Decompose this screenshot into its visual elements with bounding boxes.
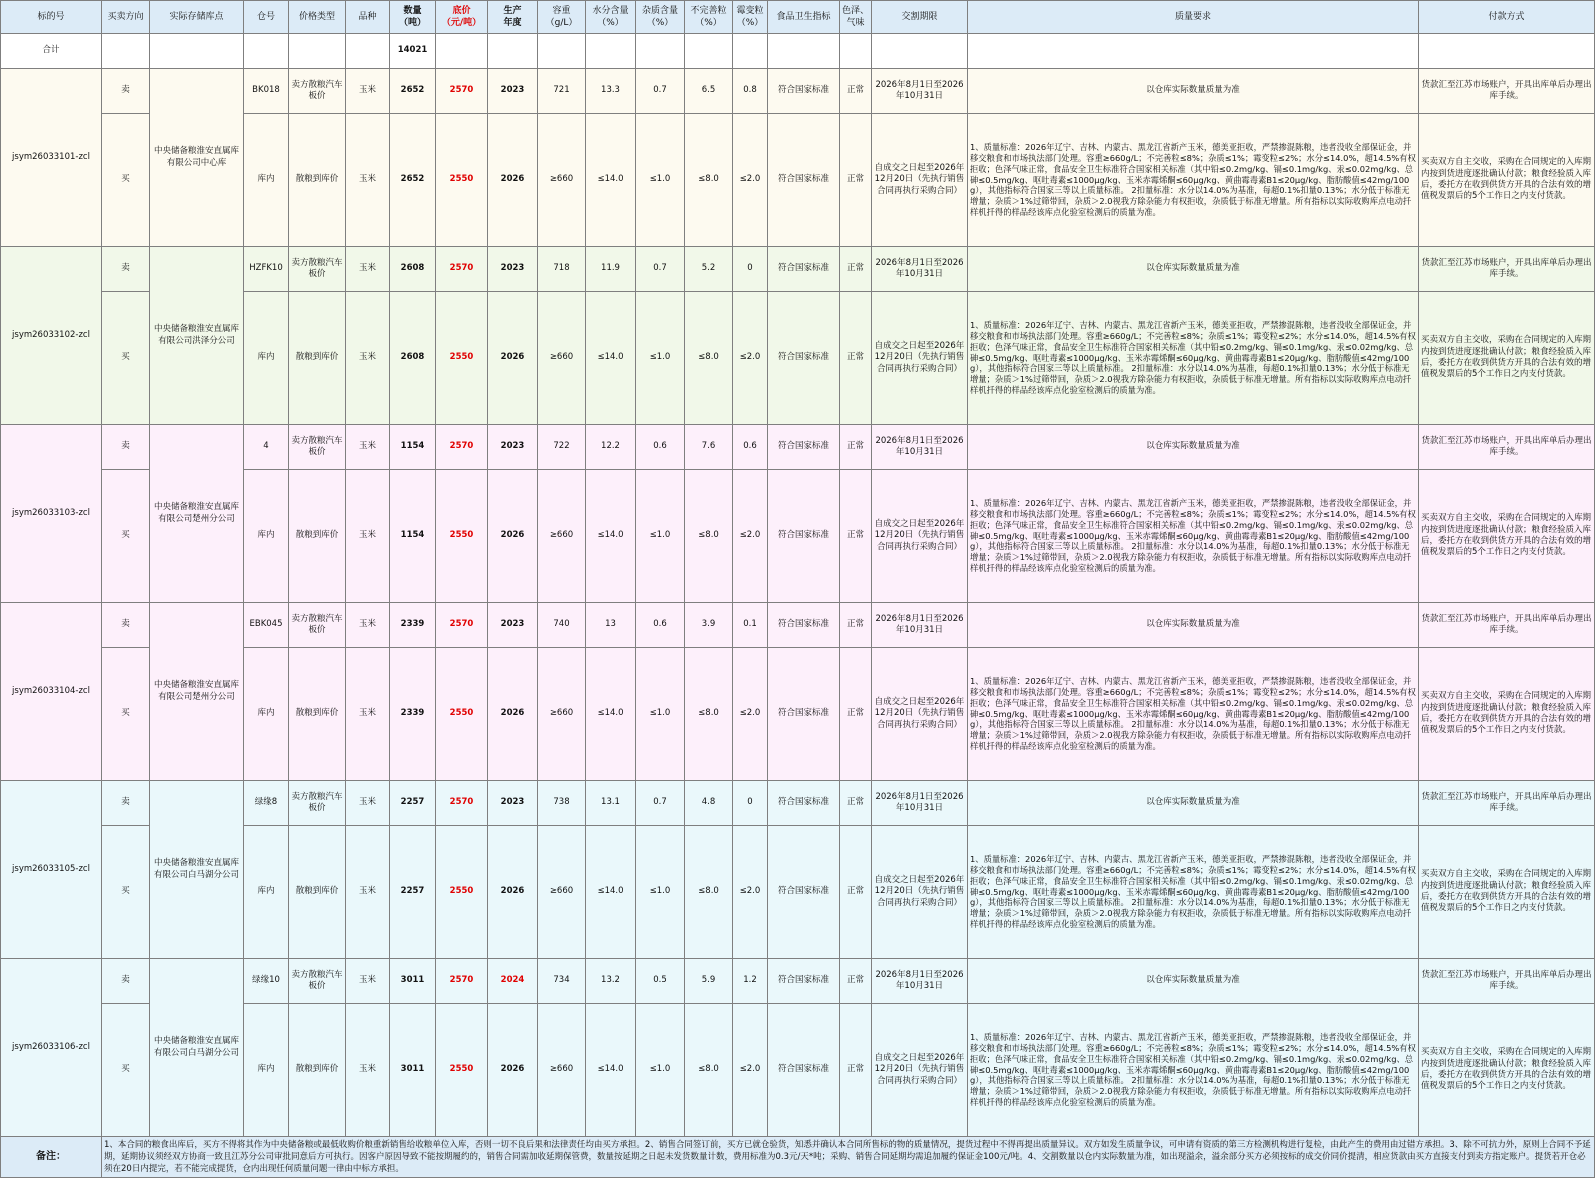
- warehouse-number: 绿缘10: [244, 959, 289, 1004]
- price-type: 卖方散粮汽车板价: [289, 781, 346, 826]
- floor-price: 2550: [436, 292, 488, 425]
- hygiene-standard: 符合国家标准: [768, 826, 840, 959]
- col-header-mildew-line1: 霉变粒: [736, 5, 764, 16]
- delivery-period: 2026年8月1日至2026年10月31日: [872, 69, 968, 114]
- density: 740: [538, 603, 586, 648]
- warehouse-number: 库内: [244, 292, 289, 425]
- payment-method: 货款汇至江苏市场账户，开具出库单后办理出库手续。: [1419, 425, 1595, 470]
- col-header-color-line1: 色泽、: [842, 5, 870, 16]
- quantity: 2652: [390, 114, 436, 247]
- price-type: 卖方散粮汽车板价: [289, 603, 346, 648]
- direction-buy: 买: [102, 114, 150, 247]
- color-odor: 正常: [840, 247, 872, 292]
- color-odor: 正常: [840, 603, 872, 648]
- col-header-price: [436, 1, 488, 34]
- mildew-kernels: 0.1: [733, 603, 768, 648]
- imperfect-kernels: ≤8.0: [685, 470, 733, 603]
- payment-method: 买卖双方自主交收，采购在合同规定的入库期内按到货进度逐批确认付款；粮食经验质入库后，委托方在收到供货方开具的合法有效的增值税发票后的5个工作日之内支付货款。: [1419, 648, 1595, 781]
- floor-price: 2550: [436, 470, 488, 603]
- delivery-period: 自成交之日起至2026年12月20日（先执行销售合同再执行采购合同）: [872, 114, 968, 247]
- impurity: ≤1.0: [636, 292, 685, 425]
- impurity: ≤1.0: [636, 648, 685, 781]
- production-year: 2023: [488, 781, 538, 826]
- mildew-kernels: 0: [733, 781, 768, 826]
- direction-buy: 买: [102, 648, 150, 781]
- lot-number: jsym26033102-zcl: [1, 247, 102, 425]
- density: ≥660: [538, 648, 586, 781]
- variety: 玉米: [346, 470, 390, 603]
- production-year: 2026: [488, 114, 538, 247]
- warehouse-number: BK018: [244, 69, 289, 114]
- col-header-delivery: 交割期限: [872, 1, 968, 34]
- col-header-variety: 品种: [346, 1, 390, 34]
- delivery-period: 2026年8月1日至2026年10月31日: [872, 781, 968, 826]
- hygiene-standard: 符合国家标准: [768, 781, 840, 826]
- delivery-period: 自成交之日起至2026年12月20日（先执行销售合同再执行采购合同）: [872, 826, 968, 959]
- color-odor: 正常: [840, 959, 872, 1004]
- moisture: 11.9: [586, 247, 636, 292]
- quality-requirement: 1、质量标准：2026年辽宁、吉林、内蒙古、黑龙江省新产玉米，德美亚拒收，严禁掺混陈粮，违者没收全部保证金，并移交粮食和市场执法部门处理。容重≥660g/L；不完善粒≤8%；杂质≤1%；霉变粒≤2%；水分≤14.0%，超14.5%有权拒收；色泽气味正常，食品安全卫生标准符合国家相关标准（其中铅≤0.2mg/kg、镉≤0.1mg/kg、汞≤0.02mg/kg、总砷≤0.5mg/kg、呕吐毒素≤1000μg/kg、玉米赤霉烯酮≤60μg/kg、黄曲霉毒素B1≤20μg/kg、脂肪酸值≤42mg/100g），其他指标符合国家三等以上质量标准。 2扣量标准：水分以14.0%为基准，每超0.1%扣量0.13%；水分低于标准无增量；杂质＞1%过筛带回，杂质＞2.0视我方除杂能力有权拒收，杂质低于标准无增量。所有指标以实际收购库点电动扦样机扦得的样品经该库点化验室检测后的质量为准。: [968, 114, 1419, 247]
- payment-method: 货款汇至江苏市场账户，开具出库单后办理出库手续。: [1419, 781, 1595, 826]
- warehouse-number: 库内: [244, 1004, 289, 1137]
- col-header-moisture: [586, 1, 636, 34]
- production-year: 2023: [488, 247, 538, 292]
- col-header-mildew: [733, 1, 768, 34]
- variety: 玉米: [346, 425, 390, 470]
- col-header-year-line1: 生产: [503, 5, 522, 16]
- production-year: 2026: [488, 470, 538, 603]
- warehouse-number: EBK045: [244, 603, 289, 648]
- quantity: 1154: [390, 425, 436, 470]
- quality-requirement: 以仓库实际数量质量为准: [968, 69, 1419, 114]
- mildew-kernels: 0: [733, 247, 768, 292]
- delivery-period: 自成交之日起至2026年12月20日（先执行销售合同再执行采购合同）: [872, 1004, 968, 1137]
- quantity: 2257: [390, 826, 436, 959]
- direction-sell: 卖: [102, 425, 150, 470]
- variety: 玉米: [346, 114, 390, 247]
- quantity: 2608: [390, 292, 436, 425]
- quality-requirement: 以仓库实际数量质量为准: [968, 959, 1419, 1004]
- payment-method: 货款汇至江苏市场账户，开具出库单后办理出库手续。: [1419, 247, 1595, 292]
- floor-price: 2570: [436, 959, 488, 1004]
- production-year: 2023: [488, 425, 538, 470]
- warehouse-number: 库内: [244, 648, 289, 781]
- lot-number: jsym26033103-zcl: [1, 425, 102, 603]
- payment-method: 买卖双方自主交收，采购在合同规定的入库期内按到货进度逐批确认付款；粮食经验质入库后，委托方在收到供货方开具的合法有效的增值税发票后的5个工作日之内支付货款。: [1419, 292, 1595, 425]
- imperfect-kernels: ≤8.0: [685, 292, 733, 425]
- color-odor: 正常: [840, 781, 872, 826]
- price-type: 卖方散粮汽车板价: [289, 959, 346, 1004]
- imperfect-kernels: ≤8.0: [685, 114, 733, 247]
- warehouse-number: 绿缘8: [244, 781, 289, 826]
- quantity: 2608: [390, 247, 436, 292]
- payment-method: 货款汇至江苏市场账户，开具出库单后办理出库手续。: [1419, 603, 1595, 648]
- color-odor: 正常: [840, 292, 872, 425]
- floor-price: 2550: [436, 648, 488, 781]
- moisture: 13: [586, 603, 636, 648]
- col-header-imperfect-line1: 不完善粒: [690, 5, 727, 16]
- price-type: 散粮到库价: [289, 292, 346, 425]
- imperfect-kernels: 5.9: [685, 959, 733, 1004]
- hygiene-standard: 符合国家标准: [768, 959, 840, 1004]
- lot-sell-row: [1, 959, 1595, 1004]
- mildew-kernels: 0.8: [733, 69, 768, 114]
- price-type: 卖方散粮汽车板价: [289, 247, 346, 292]
- color-odor: 正常: [840, 114, 872, 247]
- floor-price: 2570: [436, 781, 488, 826]
- warehouse-number: 4: [244, 425, 289, 470]
- warehouse-number: 库内: [244, 826, 289, 959]
- density: ≥660: [538, 114, 586, 247]
- hygiene-standard: 符合国家标准: [768, 648, 840, 781]
- quantity: 2257: [390, 781, 436, 826]
- col-header-qty-line1: 数量: [403, 5, 422, 16]
- quantity: 3011: [390, 1004, 436, 1137]
- col-header-warehouse: 仓号: [244, 1, 289, 34]
- hygiene-standard: 符合国家标准: [768, 1004, 840, 1137]
- hygiene-standard: 符合国家标准: [768, 425, 840, 470]
- imperfect-kernels: ≤8.0: [685, 1004, 733, 1137]
- variety: 玉米: [346, 781, 390, 826]
- lot-sell-row: [1, 603, 1595, 648]
- production-year: 2023: [488, 603, 538, 648]
- notes-text: 1、本合同的粮食出库后，买方不得将其作为中央储备粮或最低收购价粮重新销售给收粮单位入库，否则一切不良后果和法律责任均由买方承担。2、销售合同签订前，买方已就仓验货，知悉并确认本合同所售标的物的质量情况，提货过程中不得再提出质量异议。双方如发生质量争议，可申请有资质的第三方检测机构进行复检，由此产生的费用由过错方承担。3、除不可抗力外，原则上合同不予延期，延期协议须经双方协商一致且江苏分公司审批同意后方可执行。因客户原因导致不能按期履约的，销售合同需加收延期保管费，数量按延期之日起未发货数量计数，费用标准为0.3元/天*吨；采购、销售合同延期均需追加履约保证金100元/吨。4、交割数量以仓内实际数量为准，如出现溢余，溢余部分买方必须按标的成交价同价提清，相应货款由买方直接支付到卖方指定账户。提货若开仓必须在20日内提完，若不能完成提货，仓内出现任何质量问题一律由中标方承担。: [102, 1137, 1595, 1178]
- variety: 玉米: [346, 247, 390, 292]
- density: 738: [538, 781, 586, 826]
- payment-method: 货款汇至江苏市场账户，开具出库单后办理出库手续。: [1419, 69, 1595, 114]
- moisture: ≤14.0: [586, 470, 636, 603]
- direction-buy: 买: [102, 1004, 150, 1137]
- moisture: 13.1: [586, 781, 636, 826]
- price-type: 卖方散粮汽车板价: [289, 69, 346, 114]
- direction-buy: 买: [102, 826, 150, 959]
- col-header-color-line2: 气味: [846, 18, 865, 28]
- quality-requirement: 1、质量标准：2026年辽宁、吉林、内蒙古、黑龙江省新产玉米，德美亚拒收，严禁掺混陈粮，违者没收全部保证金，并移交粮食和市场执法部门处理。容重≥660g/L；不完善粒≤8%；杂质≤1%；霉变粒≤2%；水分≤14.0%，超14.5%有权拒收；色泽气味正常，食品安全卫生标准符合国家相关标准（其中铅≤0.2mg/kg、镉≤0.1mg/kg、汞≤0.02mg/kg、总砷≤0.5mg/kg、呕吐毒素≤1000μg/kg、玉米赤霉烯酮≤60μg/kg、黄曲霉毒素B1≤20μg/kg、脂肪酸值≤42mg/100g），其他指标符合国家三等以上质量标准。 2扣量标准：水分以14.0%为基准，每超0.1%扣量0.13%；水分低于标准无增量；杂质＞1%过筛带回，杂质＞2.0视我方除杂能力有权拒收，杂质低于标准无增量。所有指标以实际收购库点电动扦样机扦得的样品经该库点化验室检测后的质量为准。: [968, 648, 1419, 781]
- imperfect-kernels: ≤8.0: [685, 648, 733, 781]
- notes-row: [1, 1137, 1595, 1178]
- total-qty: 14021: [390, 34, 436, 69]
- moisture: ≤14.0: [586, 114, 636, 247]
- hygiene-standard: 符合国家标准: [768, 292, 840, 425]
- impurity: 0.7: [636, 781, 685, 826]
- price-type: 卖方散粮汽车板价: [289, 425, 346, 470]
- production-year: 2026: [488, 292, 538, 425]
- quantity: 2339: [390, 648, 436, 781]
- imperfect-kernels: 6.5: [685, 69, 733, 114]
- hygiene-standard: 符合国家标准: [768, 247, 840, 292]
- hygiene-standard: 符合国家标准: [768, 470, 840, 603]
- density: ≥660: [538, 292, 586, 425]
- col-header-qty: [390, 1, 436, 34]
- impurity: ≤1.0: [636, 114, 685, 247]
- mildew-kernels: ≤2.0: [733, 1004, 768, 1137]
- density: 734: [538, 959, 586, 1004]
- quality-requirement: 1、质量标准：2026年辽宁、吉林、内蒙古、黑龙江省新产玉米，德美亚拒收，严禁掺混陈粮，违者没收全部保证金，并移交粮食和市场执法部门处理。容重≥660g/L；不完善粒≤8%；杂质≤1%；霉变粒≤2%；水分≤14.0%，超14.5%有权拒收；色泽气味正常，食品安全卫生标准符合国家相关标准（其中铅≤0.2mg/kg、镉≤0.1mg/kg、汞≤0.02mg/kg、总砷≤0.5mg/kg、呕吐毒素≤1000μg/kg、玉米赤霉烯酮≤60μg/kg、黄曲霉毒素B1≤20μg/kg、脂肪酸值≤42mg/100g），其他指标符合国家三等以上质量标准。 2扣量标准：水分以14.0%为基准，每超0.1%扣量0.13%；水分低于标准无增量；杂质＞1%过筛带回，杂质＞2.0视我方除杂能力有权拒收，杂质低于标准无增量。所有指标以实际收购库点电动扦样机扦得的样品经该库点化验室检测后的质量为准。: [968, 470, 1419, 603]
- color-odor: 正常: [840, 69, 872, 114]
- col-header-qty-line2: （吨）: [398, 18, 426, 28]
- mildew-kernels: 0.6: [733, 425, 768, 470]
- col-header-lot-no: 标的号: [1, 1, 102, 34]
- hygiene-standard: 符合国家标准: [768, 114, 840, 247]
- col-header-moisture-line1: 水分含量: [592, 5, 629, 16]
- moisture: 13.3: [586, 69, 636, 114]
- delivery-period: 自成交之日起至2026年12月20日（先执行销售合同再执行采购合同）: [872, 648, 968, 781]
- col-header-density-line2: （g/L）: [545, 18, 578, 28]
- lot-number: jsym26033105-zcl: [1, 781, 102, 959]
- delivery-period: 自成交之日起至2026年12月20日（先执行销售合同再执行采购合同）: [872, 292, 968, 425]
- col-header-price-type: 价格类型: [289, 1, 346, 34]
- col-header-quality: 质量要求: [968, 1, 1419, 34]
- impurity: ≤1.0: [636, 470, 685, 603]
- price-type: 散粮到库价: [289, 114, 346, 247]
- lot-sell-row: [1, 69, 1595, 114]
- warehouse-number: 库内: [244, 114, 289, 247]
- payment-method: 买卖双方自主交收，采购在合同规定的入库期内按到货进度逐批确认付款；粮食经验质入库后，委托方在收到供货方开具的合法有效的增值税发票后的5个工作日之内支付货款。: [1419, 114, 1595, 247]
- hygiene-standard: 符合国家标准: [768, 69, 840, 114]
- lot-number: jsym26033106-zcl: [1, 959, 102, 1137]
- color-odor: 正常: [840, 1004, 872, 1137]
- direction-buy: 买: [102, 292, 150, 425]
- col-header-imperfect-line2: （%）: [695, 18, 722, 28]
- storage-depot: 中央储备粮淮安直属库有限公司洪泽分公司: [150, 247, 244, 425]
- hygiene-standard: 符合国家标准: [768, 603, 840, 648]
- floor-price: 2550: [436, 826, 488, 959]
- floor-price: 2550: [436, 1004, 488, 1137]
- density: 718: [538, 247, 586, 292]
- variety: 玉米: [346, 959, 390, 1004]
- impurity: ≤1.0: [636, 1004, 685, 1137]
- impurity: 0.7: [636, 69, 685, 114]
- direction-buy: 买: [102, 470, 150, 603]
- quality-requirement: 以仓库实际数量质量为准: [968, 247, 1419, 292]
- storage-depot: 中央储备粮淮安直属库有限公司白马湖分公司: [150, 781, 244, 959]
- variety: 玉米: [346, 648, 390, 781]
- col-header-density: [538, 1, 586, 34]
- density: ≥660: [538, 826, 586, 959]
- mildew-kernels: 1.2: [733, 959, 768, 1004]
- quality-requirement: 以仓库实际数量质量为准: [968, 425, 1419, 470]
- direction-sell: 卖: [102, 69, 150, 114]
- density: ≥660: [538, 1004, 586, 1137]
- delivery-period: 自成交之日起至2026年12月20日（先执行销售合同再执行采购合同）: [872, 470, 968, 603]
- col-header-impurity: [636, 1, 685, 34]
- col-header-payment: 付款方式: [1419, 1, 1595, 34]
- lot-sell-row: [1, 247, 1595, 292]
- col-header-mildew-line2: （%）: [736, 18, 764, 28]
- col-header-direction: 买卖方向: [102, 1, 150, 34]
- moisture: ≤14.0: [586, 648, 636, 781]
- impurity: 0.5: [636, 959, 685, 1004]
- variety: 玉米: [346, 603, 390, 648]
- quality-requirement: 以仓库实际数量质量为准: [968, 781, 1419, 826]
- imperfect-kernels: 7.6: [685, 425, 733, 470]
- color-odor: 正常: [840, 470, 872, 603]
- delivery-period: 2026年8月1日至2026年10月31日: [872, 425, 968, 470]
- variety: 玉米: [346, 826, 390, 959]
- density: 721: [538, 69, 586, 114]
- mildew-kernels: ≤2.0: [733, 114, 768, 247]
- lot-number: jsym26033104-zcl: [1, 603, 102, 781]
- quantity: 1154: [390, 470, 436, 603]
- payment-method: 买卖双方自主交收，采购在合同规定的入库期内按到货进度逐批确认付款；粮食经验质入库后，委托方在收到供货方开具的合法有效的增值税发票后的5个工作日之内支付货款。: [1419, 826, 1595, 959]
- storage-depot: 中央储备粮淮安直属库有限公司中心库: [150, 69, 244, 247]
- lot-sell-row: [1, 425, 1595, 470]
- mildew-kernels: ≤2.0: [733, 826, 768, 959]
- impurity: 0.6: [636, 425, 685, 470]
- col-header-hygiene: 食品卫生指标: [768, 1, 840, 34]
- mildew-kernels: ≤2.0: [733, 648, 768, 781]
- moisture: ≤14.0: [586, 292, 636, 425]
- direction-sell: 卖: [102, 247, 150, 292]
- production-year: 2024: [488, 959, 538, 1004]
- price-type: 散粮到库价: [289, 470, 346, 603]
- delivery-period: 2026年8月1日至2026年10月31日: [872, 603, 968, 648]
- imperfect-kernels: 3.9: [685, 603, 733, 648]
- floor-price: 2570: [436, 425, 488, 470]
- header-row: [1, 1, 1595, 34]
- moisture: ≤14.0: [586, 826, 636, 959]
- price-type: 散粮到库价: [289, 648, 346, 781]
- impurity: 0.7: [636, 247, 685, 292]
- lot-sell-row: [1, 781, 1595, 826]
- lot-number: jsym26033101-zcl: [1, 69, 102, 247]
- mildew-kernels: ≤2.0: [733, 292, 768, 425]
- direction-sell: 卖: [102, 603, 150, 648]
- col-header-depot: 实际存储库点: [150, 1, 244, 34]
- direction-sell: 卖: [102, 959, 150, 1004]
- variety: 玉米: [346, 292, 390, 425]
- variety: 玉米: [346, 1004, 390, 1137]
- storage-depot: 中央储备粮淮安直属库有限公司楚州分公司: [150, 603, 244, 781]
- production-year: 2026: [488, 648, 538, 781]
- col-header-density-line1: 容重: [552, 5, 571, 16]
- col-header-impurity-line2: （%）: [646, 18, 674, 28]
- col-header-year: [488, 1, 538, 34]
- floor-price: 2570: [436, 603, 488, 648]
- payment-method: 买卖双方自主交收，采购在合同规定的入库期内按到货进度逐批确认付款；粮食经验质入库后，委托方在收到供货方开具的合法有效的增值税发票后的5个工作日之内支付货款。: [1419, 1004, 1595, 1137]
- col-header-moisture-line2: （%）: [597, 18, 624, 28]
- quality-requirement: 1、质量标准：2026年辽宁、吉林、内蒙古、黑龙江省新产玉米，德美亚拒收，严禁掺混陈粮，违者没收全部保证金，并移交粮食和市场执法部门处理。容重≥660g/L；不完善粒≤8%；杂质≤1%；霉变粒≤2%；水分≤14.0%，超14.5%有权拒收；色泽气味正常，食品安全卫生标准符合国家相关标准（其中铅≤0.2mg/kg、镉≤0.1mg/kg、汞≤0.02mg/kg、总砷≤0.5mg/kg、呕吐毒素≤1000μg/kg、玉米赤霉烯酮≤60μg/kg、黄曲霉毒素B1≤20μg/kg、脂肪酸值≤42mg/100g），其他指标符合国家三等以上质量标准。 2扣量标准：水分以14.0%为基准，每超0.1%扣量0.13%；水分低于标准无增量；杂质＞1%过筛带回，杂质＞2.0视我方除杂能力有权拒收，杂质低于标准无增量。所有指标以实际收购库点电动扦样机扦得的样品经该库点化验室检测后的质量为准。: [968, 292, 1419, 425]
- quantity: 2339: [390, 603, 436, 648]
- imperfect-kernels: 4.8: [685, 781, 733, 826]
- density: ≥660: [538, 470, 586, 603]
- storage-depot: 中央储备粮淮安直属库有限公司楚州分公司: [150, 425, 244, 603]
- direction-sell: 卖: [102, 781, 150, 826]
- density: 722: [538, 425, 586, 470]
- variety: 玉米: [346, 69, 390, 114]
- storage-depot: 中央储备粮淮安直属库有限公司白马湖分公司: [150, 959, 244, 1137]
- delivery-period: 2026年8月1日至2026年10月31日: [872, 959, 968, 1004]
- quality-requirement: 1、质量标准：2026年辽宁、吉林、内蒙古、黑龙江省新产玉米，德美亚拒收，严禁掺混陈粮，违者没收全部保证金，并移交粮食和市场执法部门处理。容重≥660g/L；不完善粒≤8%；杂质≤1%；霉变粒≤2%；水分≤14.0%，超14.5%有权拒收；色泽气味正常，食品安全卫生标准符合国家相关标准（其中铅≤0.2mg/kg、镉≤0.1mg/kg、汞≤0.02mg/kg、总砷≤0.5mg/kg、呕吐毒素≤1000μg/kg、玉米赤霉烯酮≤60μg/kg、黄曲霉毒素B1≤20μg/kg、脂肪酸值≤42mg/100g），其他指标符合国家三等以上质量标准。 2扣量标准：水分以14.0%为基准，每超0.1%扣量0.13%；水分低于标准无增量；杂质＞1%过筛带回，杂质＞2.0视我方除杂能力有权拒收，杂质低于标准无增量。所有指标以实际收购库点电动扦样机扦得的样品经该库点化验室检测后的质量为准。: [968, 1004, 1419, 1137]
- col-header-color: [840, 1, 872, 34]
- quantity: 2652: [390, 69, 436, 114]
- floor-price: 2570: [436, 69, 488, 114]
- col-header-impurity-line1: 杂质含量: [641, 5, 678, 16]
- color-odor: 正常: [840, 425, 872, 470]
- moisture: 12.2: [586, 425, 636, 470]
- col-header-year-line2: 年度: [503, 18, 522, 28]
- impurity: 0.6: [636, 603, 685, 648]
- moisture: ≤14.0: [586, 1004, 636, 1137]
- payment-method: 货款汇至江苏市场账户，开具出库单后办理出库手续。: [1419, 959, 1595, 1004]
- col-header-price-line2: （元/吨）: [441, 18, 482, 28]
- quantity: 3011: [390, 959, 436, 1004]
- floor-price: 2550: [436, 114, 488, 247]
- total-label: 合计: [1, 34, 102, 69]
- quality-requirement: 1、质量标准：2026年辽宁、吉林、内蒙古、黑龙江省新产玉米，德美亚拒收，严禁掺混陈粮，违者没收全部保证金，并移交粮食和市场执法部门处理。容重≥660g/L；不完善粒≤8%；杂质≤1%；霉变粒≤2%；水分≤14.0%，超14.5%有权拒收；色泽气味正常，食品安全卫生标准符合国家相关标准（其中铅≤0.2mg/kg、镉≤0.1mg/kg、汞≤0.02mg/kg、总砷≤0.5mg/kg、呕吐毒素≤1000μg/kg、玉米赤霉烯酮≤60μg/kg、黄曲霉毒素B1≤20μg/kg、脂肪酸值≤42mg/100g），其他指标符合国家三等以上质量标准。 2扣量标准：水分以14.0%为基准，每超0.1%扣量0.13%；水分低于标准无增量；杂质＞1%过筛带回，杂质＞2.0视我方除杂能力有权拒收，杂质低于标准无增量。所有指标以实际收购库点电动扦样机扦得的样品经该库点化验室检测后的质量为准。: [968, 826, 1419, 959]
- moisture: 13.2: [586, 959, 636, 1004]
- warehouse-number: 库内: [244, 470, 289, 603]
- delivery-period: 2026年8月1日至2026年10月31日: [872, 247, 968, 292]
- production-year: 2023: [488, 69, 538, 114]
- payment-method: 买卖双方自主交收，采购在合同规定的入库期内按到货进度逐批确认付款；粮食经验质入库后，委托方在收到供货方开具的合法有效的增值税发票后的5个工作日之内支付货款。: [1419, 470, 1595, 603]
- production-year: 2026: [488, 1004, 538, 1137]
- imperfect-kernels: 5.2: [685, 247, 733, 292]
- price-type: 散粮到库价: [289, 826, 346, 959]
- production-year: 2026: [488, 826, 538, 959]
- mildew-kernels: ≤2.0: [733, 470, 768, 603]
- color-odor: 正常: [840, 648, 872, 781]
- impurity: ≤1.0: [636, 826, 685, 959]
- quality-requirement: 以仓库实际数量质量为准: [968, 603, 1419, 648]
- col-header-imperfect: [685, 1, 733, 34]
- notes-label: 备注：: [1, 1137, 102, 1178]
- floor-price: 2570: [436, 247, 488, 292]
- col-header-price-line1: 底价: [452, 5, 471, 16]
- warehouse-number: HZFK10: [244, 247, 289, 292]
- imperfect-kernels: ≤8.0: [685, 826, 733, 959]
- total-row: [1, 34, 1595, 69]
- price-type: 散粮到库价: [289, 1004, 346, 1137]
- color-odor: 正常: [840, 826, 872, 959]
